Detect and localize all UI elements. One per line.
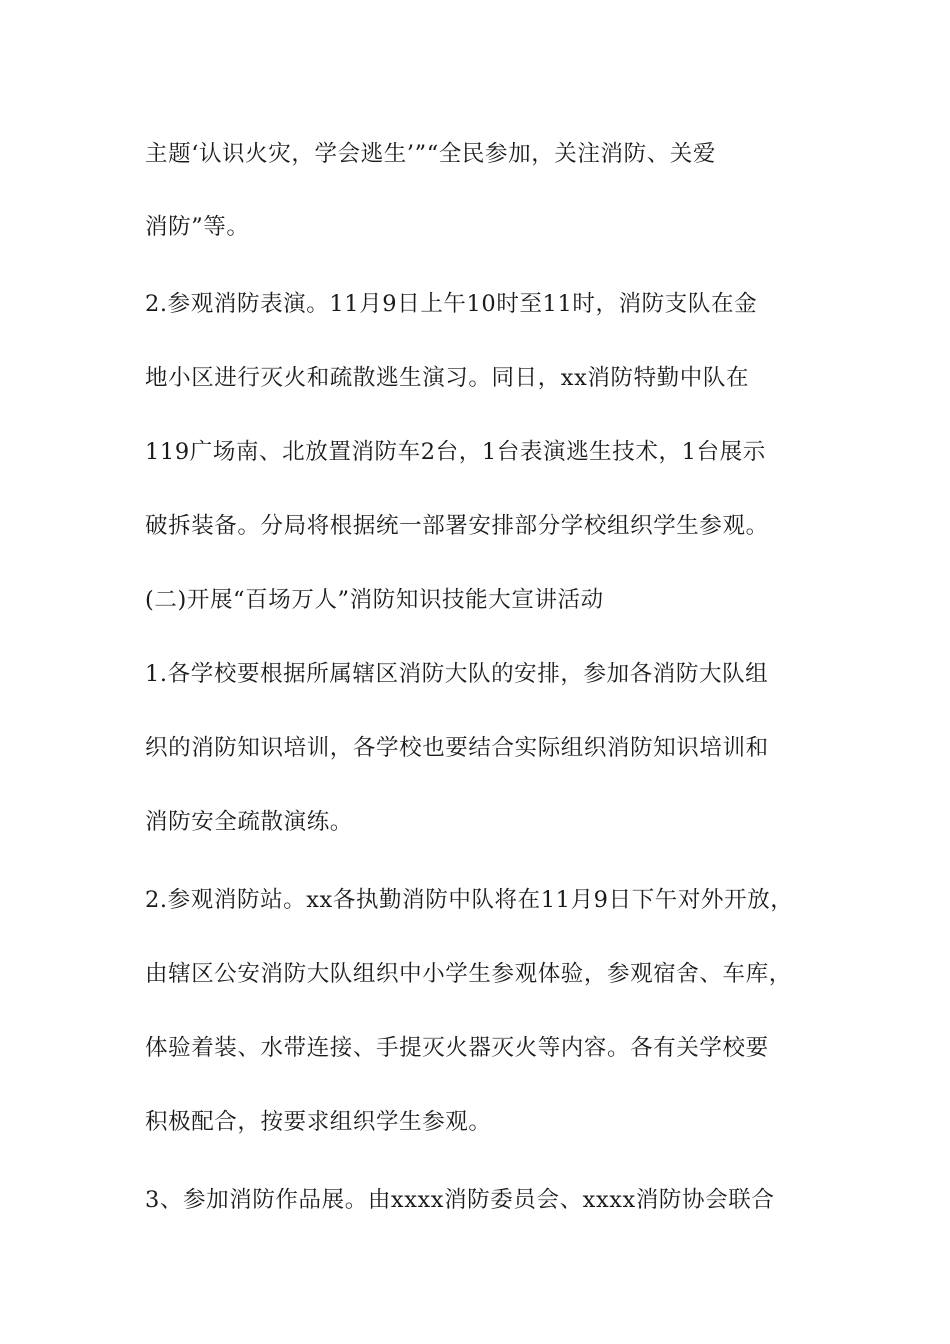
paragraph-line: 地小区进行灭火和疏散逃生演习。同日，xx消防特勤中队在 [145, 365, 750, 391]
paragraph-line: 3、参加消防作品展。由xxxx消防委员会、xxxx消防协会联合 [145, 1187, 775, 1213]
paragraph-line: 消防安全疏散演练。 [145, 809, 353, 835]
paragraph-line: 体验着装、水带连接、手提灭火器灭火等内容。各有关学校要 [145, 1035, 769, 1061]
paragraph-line: 消防”等。 [145, 214, 250, 240]
paragraph-line: 由辖区公安消防大队组织中小学生参观体验，参观宿舍、车库， [145, 961, 792, 987]
paragraph-line: 1.各学校要根据所属辖区消防大队的安排，参加各消防大队组 [145, 661, 769, 687]
paragraph-line: 主题‘认识火灾，学会逃生’”“全民参加，关注消防、关爱 [145, 141, 717, 167]
paragraph-line: 2.参观消防站。xx各执勤消防中队将在11月9日下午对外开放， [145, 887, 794, 913]
paragraph-line: 119广场南、北放置消防车2台，1台表演逃生技术，1台展示 [145, 439, 766, 465]
paragraph-line: 破拆装备。分局将根据统一部署安排部分学校组织学生参观。 [145, 513, 769, 539]
paragraph-line: 2.参观消防表演。11月9日上午10时至11时，消防支队在金 [145, 291, 758, 317]
paragraph-line: 积极配合，按要求组织学生参观。 [145, 1109, 492, 1135]
paragraph-line: 织的消防知识培训，各学校也要结合实际组织消防知识培训和 [145, 735, 769, 761]
section-heading: (二)开展“百场万人”消防知识技能大宣讲活动 [145, 587, 604, 613]
